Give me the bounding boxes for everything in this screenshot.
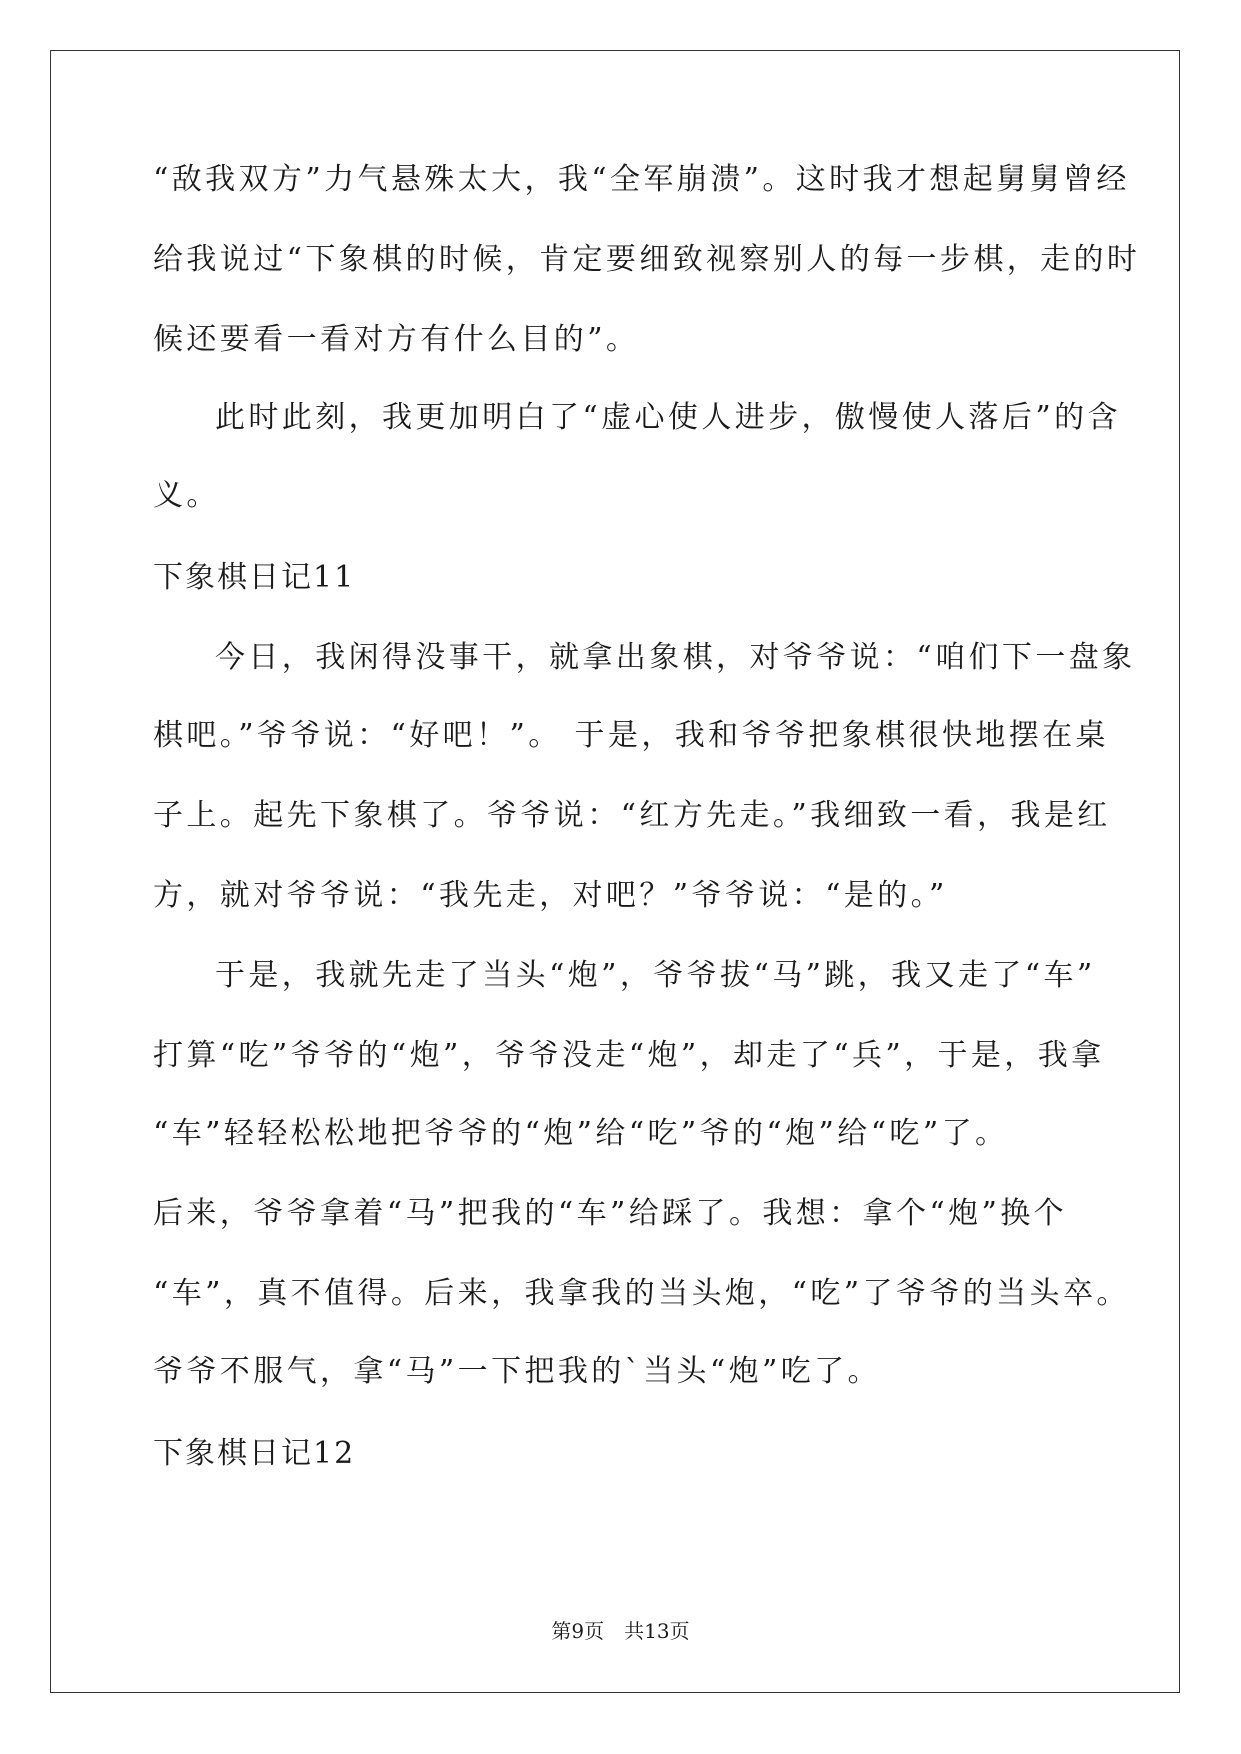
- paragraph-line: 后来，爷爷拿着“马”把我的“车”给踩了。我想：拿个“炮”换个: [153, 1196, 1068, 1231]
- paragraph-line: 棋吧。”爷爷说：“好吧！”。 于是，我和爷爷把象棋很快地摆在桌: [153, 718, 1109, 753]
- section-heading: 下象棋日记12: [153, 1436, 356, 1471]
- paragraph-line: “车”，真不值得。后来，我拿我的当头炮，“吃”了爷爷的当头卒。: [153, 1276, 1130, 1311]
- section-heading: 下象棋日记11: [153, 560, 356, 595]
- paragraph-line: 于是，我就先走了当头“炮”，爷爷拔“马”跳，我又走了“车”: [215, 958, 1096, 993]
- paragraph-line: 子上。起先下象棋了。爷爷说：“红方先走。”我细致一看，我是红: [153, 798, 1111, 833]
- page-number: 第9页 共13页: [551, 1619, 690, 1643]
- paragraph-line: “敌我双方”力气悬殊太大，我“全军崩溃”。这时我才想起舅舅曾经: [153, 162, 1130, 197]
- paragraph-line: “车”轻轻松松地把爷爷的“炮”给“吃”爷的“炮”给“吃”了。: [153, 1116, 1009, 1151]
- paragraph-line: 给我说过“下象棋的时候，肯定要细致视察别人的每一步棋，走的时: [153, 242, 1141, 277]
- paragraph-line: 爷爷不服气，拿“马”一下把我的`当头“炮”吃了。: [153, 1354, 881, 1389]
- paragraph-line: 义。: [153, 478, 220, 513]
- paragraph-line: 此时此刻，我更加明白了“虚心使人进步，傲慢使人落后”的含: [215, 400, 1121, 435]
- paragraph-line: 打算“吃”爷爷的“炮”，爷爷没走“炮”，却走了“兵”，于是，我拿: [153, 1038, 1105, 1073]
- paragraph-line: 今日，我闲得没事干，就拿出象棋，对爷爷说：“咱们下一盘象: [215, 640, 1136, 675]
- paragraph-line: 方，就对爷爷说：“我先走，对吧？”爷爷说：“是的。”: [153, 878, 948, 913]
- paragraph-line: 候还要看一看对方有什么目的”。: [153, 322, 640, 357]
